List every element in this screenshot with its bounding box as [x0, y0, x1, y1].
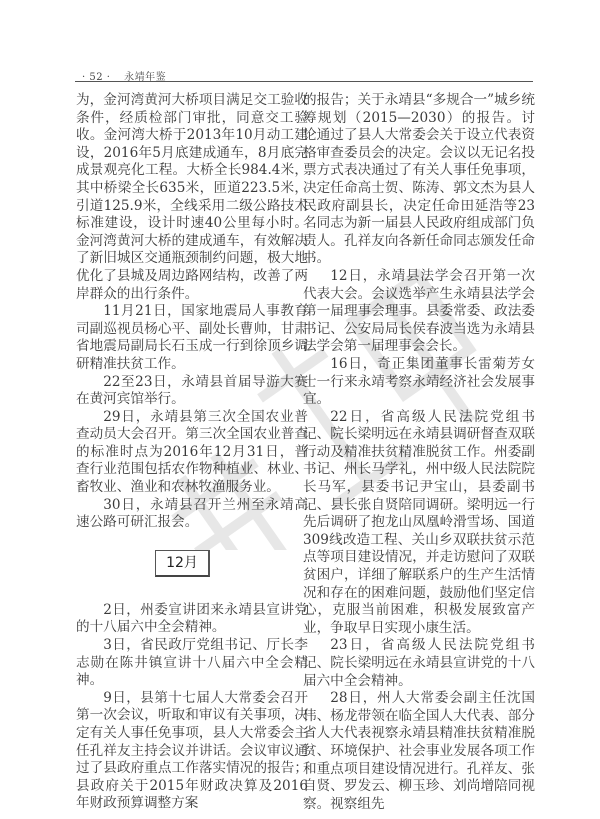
right-column: [303, 92, 535, 813]
paragraph: 3日，省民政厅党组书记、厅长李志勋在陈井镇宣讲十八届六中全会精神。: [76, 637, 308, 689]
month-heading: 12月: [155, 550, 210, 577]
paragraph: 11月21日，国家地震局人事教育司副巡视员杨心平、副处长曹帅，甘肃省地震局副局长石玉成一行到徐顶乡调研精准扶贫工作。: [76, 303, 308, 372]
paragraph: 2日，州委宣讲团来永靖县宣讲党的十八届六中全会精神。: [76, 601, 308, 636]
paragraph: 16日，奇正集团董事长雷菊芳女士一行来永靖考察永靖经济社会发展事宜。: [303, 355, 535, 408]
paragraph: 9日，县第十七届人大常委会召开第一次会议，听取和审议有关事项，决定有关人事任免事项，县人大常委会主任孔祥友主持会议并讲话。会议审议通过了县政府重点工作落实情况的报告；县政府关于2015年财政决算及2016年财政预算调整方案: [76, 689, 308, 812]
book-title: 永靖年鉴: [124, 72, 167, 83]
paragraph: 为，金河湾黄河大桥项目满足交工验收条件，经质检部门审批，同意交工验收。金河湾大桥于2013年10月动工建设，2016年5月底建成通车，8月底完成景观亮化工程。大桥全长984.4米，其中桥梁全长635米，匝道223.5米，引道125.9米，全线采用二级公路技术标准建设，设计时速40公里每小时。金河湾黄河大桥的建成通车，有效解决了新旧城区交通瓶颈制约问题，极大地优化了县城及周边路网结构，改善了两岸群众的出行条件。: [76, 92, 308, 302]
page-number: · 52 ·: [82, 72, 111, 83]
header-rule: [75, 81, 533, 82]
paragraph: 的报告；关于永靖县“多规合一”城乡统筹规划（2015—2030）的报告。讨论通过了县人大常委会关于设立代表资格审查委员会的决定。会议以无记名投票方式表决通过了有关人事任免事项，决定任命高士贺、陈涛、郭文杰为县人民政府副县长，决定任命田延浩等23名同志为新一届县人民政府组成部门负责人。孔祥友向各新任命同志颁发任命书。: [303, 92, 535, 267]
month-section: [76, 532, 308, 602]
paragraph: 29日，永靖县第三次全国农业普查动员大会召开。第三次全国农业普查的标准时点为2016年12月31日，普查行业范围包括农作物种植业、林业、畜牧业、渔业和农林牧渔服务业。: [76, 408, 308, 496]
paragraph: 12日，永靖县法学会召开第一次代表大会。会议选举产生永靖县法学会第一届理事会理事。县委常委、政法委书记、公安局局长侯春波当选为永靖县法学会第一届理事会会长。: [303, 267, 535, 355]
paragraph: 22日，省高级人民法院党组书记、院长梁明远在永靖县调研督查双联行动及精准扶贫精准脱贫工作。州委副书记、州长马学礼，州中级人民法院院长马军，县委书记尹宝山，县委副书记、县长张自贤陪同调研。梁明远一行先后调研了抱龙山凤凰岭滑雪场、国道309线改造工程、关山乡双联扶贫示范点等项目建设情况，并走访慰问了双联贫困户，详细了解联系户的生产生活情况和存在的困难问题，鼓励他们坚定信心，克服当前困难，积极发展致富产业，争取早日实现小康生活。: [303, 408, 535, 636]
paragraph: 30日，永靖县召开兰州至永靖高速公路可研汇报会。: [76, 496, 308, 531]
paragraph: 23日，省高级人民法院党组书记、院长梁明远在永靖县宣讲党的十八届六中全会精神。: [303, 637, 535, 689]
paragraph: 22至23日，永靖县首届导游大赛在黄河宾馆举行。: [76, 373, 308, 408]
paragraph: 28日，州人大常委会副主任沈国伟、杨龙带领在临全国人大代表、部分省人大代表视察永靖县精准扶贫精准脱贫、环境保护、社会事业发展各项工作和重点项目建设情况进行。孔祥友、张自贤、罗发云、柳玉珍、刘尚增陪同视察。视察组先: [303, 690, 535, 812]
left-column: [76, 92, 308, 813]
